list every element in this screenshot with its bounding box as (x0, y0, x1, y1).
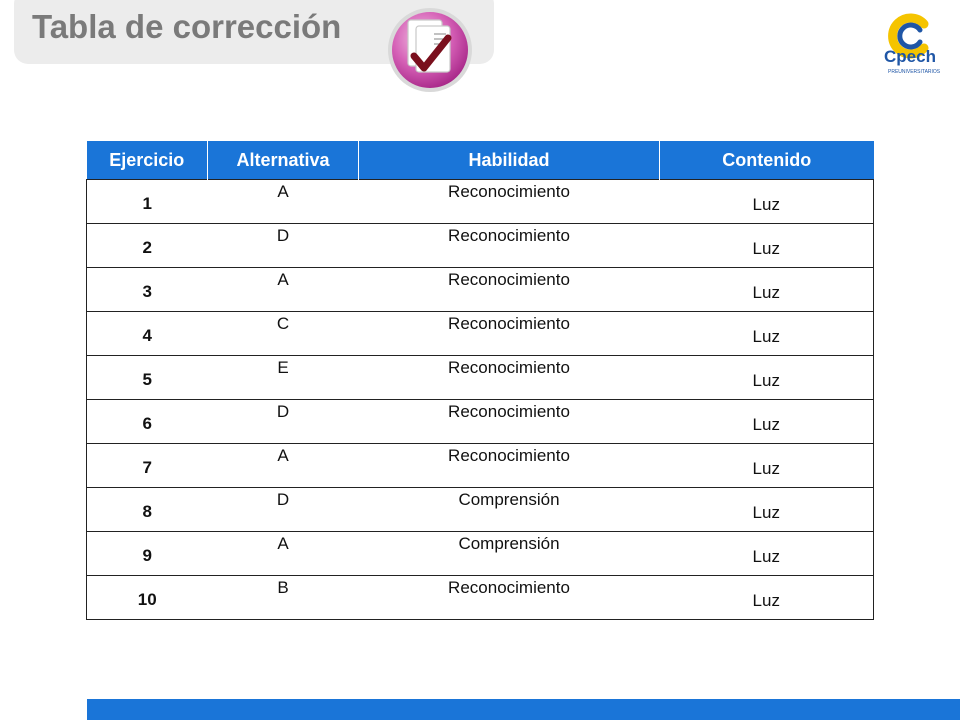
cell-habilidad: Reconocimiento (359, 356, 660, 400)
checklist-check-icon (386, 6, 474, 94)
table-row (87, 532, 874, 576)
cell-alternativa: A (208, 180, 359, 224)
cell-alternativa: D (208, 224, 359, 268)
correction-table (86, 141, 874, 620)
logo-subtitle: PREUNIVERSITARIOS (888, 69, 941, 75)
header-contenido: Contenido (660, 141, 874, 180)
cell-alternativa: E (208, 356, 359, 400)
table-row (87, 224, 874, 268)
cell-ejercicio: 7 (87, 444, 208, 488)
cell-habilidad: Reconocimiento (359, 444, 660, 488)
cell-ejercicio: 5 (87, 356, 208, 400)
cell-ejercicio: 6 (87, 400, 208, 444)
cell-ejercicio: 4 (87, 312, 208, 356)
cell-alternativa: B (208, 576, 359, 620)
cell-ejercicio: 2 (87, 224, 208, 268)
table-row (87, 180, 874, 224)
table-row (87, 576, 874, 620)
cell-habilidad: Reconocimiento (359, 312, 660, 356)
cell-ejercicio: 10 (87, 576, 208, 620)
cell-alternativa: A (208, 444, 359, 488)
table-row (87, 356, 874, 400)
cell-contenido: Luz (660, 576, 874, 620)
header-habilidad: Habilidad (359, 141, 660, 180)
cell-alternativa: A (208, 268, 359, 312)
cell-ejercicio: 3 (87, 268, 208, 312)
header-ejercicio: Ejercicio (87, 141, 208, 180)
cell-alternativa: D (208, 488, 359, 532)
cell-contenido: Luz (660, 444, 874, 488)
cell-habilidad: Reconocimiento (359, 224, 660, 268)
cell-contenido: Luz (660, 312, 874, 356)
footer-bar (87, 699, 960, 720)
cell-alternativa: C (208, 312, 359, 356)
table-row (87, 488, 874, 532)
table-row (87, 400, 874, 444)
cell-habilidad: Reconocimiento (359, 180, 660, 224)
cell-habilidad: Comprensión (359, 488, 660, 532)
cell-ejercicio: 1 (87, 180, 208, 224)
cell-ejercicio: 9 (87, 532, 208, 576)
cell-alternativa: D (208, 400, 359, 444)
table-row (87, 444, 874, 488)
cell-contenido: Luz (660, 180, 874, 224)
cell-habilidad: Reconocimiento (359, 576, 660, 620)
cell-ejercicio: 8 (87, 488, 208, 532)
logo-wordmark: Cpech (884, 47, 936, 66)
header-alternativa: Alternativa (208, 141, 359, 180)
cell-habilidad: Comprensión (359, 532, 660, 576)
table-header-row (87, 141, 874, 180)
cell-contenido: Luz (660, 400, 874, 444)
cell-contenido: Luz (660, 532, 874, 576)
table-row (87, 312, 874, 356)
page-title: Tabla de corrección (32, 8, 342, 45)
cell-contenido: Luz (660, 488, 874, 532)
cell-contenido: Luz (660, 224, 874, 268)
table-row (87, 268, 874, 312)
cell-contenido: Luz (660, 268, 874, 312)
cell-habilidad: Reconocimiento (359, 400, 660, 444)
cell-contenido: Luz (660, 356, 874, 400)
cell-habilidad: Reconocimiento (359, 268, 660, 312)
cell-alternativa: A (208, 532, 359, 576)
